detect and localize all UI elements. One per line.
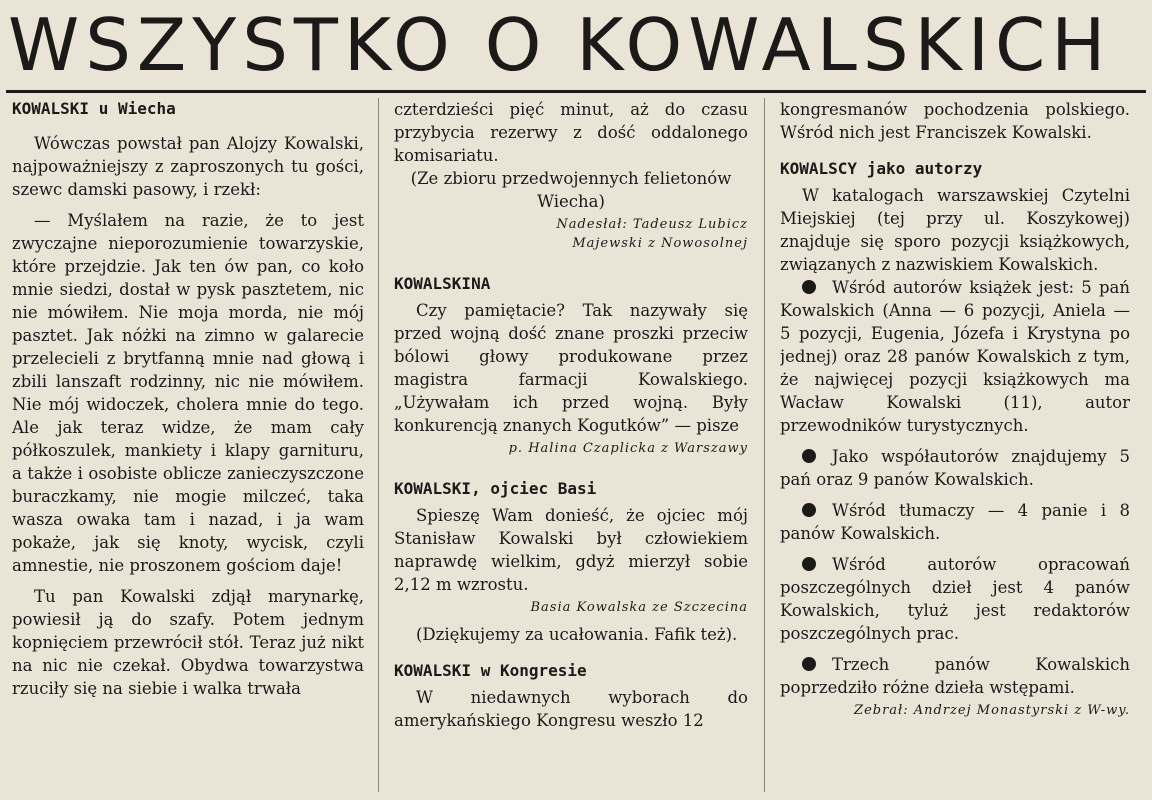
byline-line: Majewski z Nowosolnej [572, 236, 748, 251]
source-note: (Ze zbioru przedwojennych felietonów Wiecha) [410, 169, 732, 211]
paragraph: Czy pamiętacie? Tak nazywały się przed wojną dość znane proszki przeciw bólowi głowy produkowane przez magistra farmacji Kowalskiego. „Używałam ich przed wojną. Były konkurencją znanych Kogutków” — pisze [394, 301, 748, 435]
paragraph: Tu pan Kowalski zdjął marynarkę, powiesił ją do szafy. Potem jednym kopnięciem przewrócił stół. Teraz już nikt na nic nie czekał. Obydwa towarzystwa rzuciły się na siebie i walka trwała [12, 587, 364, 698]
bullet-icon [802, 657, 816, 671]
column-1 [12, 98, 364, 800]
bullet-item: Jako współautorów znajdujemy 5 pań oraz 9 panów Kowalskich. [780, 447, 1130, 489]
column-divider [378, 98, 379, 792]
paragraph: Spieszę Wam donieść, że ojciec mój Stanisław Kowalski był człowiekiem naprawdę wielkim, gdyż mierzył sobie 2,12 m wzrostu. [394, 506, 748, 594]
paragraph: — Myślałem na razie, że to jest zwyczajne nieporozumienie towarzyskie, które przejdzie. Jak ten ów pan, co koło mnie siedzi, dostał w pysk pasztetem, nic nie mówiłem. Nie moja morda, nie mój pasztet. Jak nóżki na zimno w galarecie przelecieli z brytfanną mnie nad głową i zbili lanszaft rodzinny, nic nie mówiłem. Nie mój widoczek, cholera mnie do tego. Ale jak teraz widze, że mam cały półkoszulek, mankiety i klapy garnituru, a także i osobiste oblicze zanieczyszczone buraczkamy, nie mogie milczeć, taka wasza owaka tam i nazad, i ja wam pokaże, jak się knoty, wycisk, czyli amnestie, nie proszonem gościom daje! [12, 211, 364, 575]
masthead-rule [6, 90, 1146, 93]
bullet-icon [802, 557, 816, 571]
bullet-item: Wśród autorów opracowań poszczególnych dzieł jest 4 panów Kowalskich, tyluż jest redaktorów poszczególnych prac. [780, 555, 1130, 643]
bullet-item: Wśród autorów książek jest: 5 pań Kowalskich (Anna — 6 pozycji, Aniela — 5 pozycji, Eugenia, Józefa i Krystyna po jednej) oraz 28 panów Kowalskich z tym, że najwięcej pozycji książkowych ma Wacław Kowalski (11), autor przewodników turystycznych. [780, 278, 1130, 435]
section-heading: KOWALSCY jako autorzy [780, 159, 983, 178]
byline [394, 215, 748, 253]
masthead-title: WSZYSTKO O KOWALSKICH [8, 4, 1112, 86]
section-heading: KOWALSKI w Kongresie [394, 661, 587, 680]
section-heading: KOWALSKI u Wiecha [12, 99, 176, 118]
byline: p. Halina Czaplicka z Warszawy [508, 441, 748, 456]
paragraph: W niedawnych wyborach do amerykańskiego Kongresu weszło 12 [394, 688, 748, 730]
bullet-item: Trzech panów Kowalskich poprzedziło różne dzieła wstępami. [780, 655, 1130, 697]
byline: Basia Kowalska ze Szczecina [530, 600, 748, 615]
paragraph: kongresmanów pochodzenia polskiego. Wśród nich jest Franciszek Kowalski. [780, 100, 1130, 142]
paragraph: czterdzieści pięć minut, aż do czasu przybycia rezerwy z dość oddalonego komisariatu. [394, 100, 748, 165]
bullet-icon [802, 449, 816, 463]
section-heading: KOWALSKINA [394, 274, 491, 293]
paragraph: Wówczas powstał pan Alojzy Kowalski, najpoważniejszy z zaproszonych tu gości, szewc damski pasowy, i rzekł: [12, 134, 364, 199]
bullet-icon [802, 503, 816, 517]
column-divider [764, 98, 765, 792]
bullet-item: Wśród tłumaczy — 4 panie i 8 panów Kowalskich. [780, 501, 1130, 543]
bullet-icon [802, 280, 816, 294]
section-heading: KOWALSKI, ojciec Basi [394, 479, 597, 498]
column-3 [780, 98, 1130, 800]
paragraph: W katalogach warszawskiej Czytelni Miejskiej (tej przy ul. Koszykowej) znajduje się sporo pozycji książkowych, związanych z nazwiskiem Kowalskich. [780, 186, 1130, 274]
byline-line: Nadesłał: Tadeusz Lubicz [556, 217, 748, 232]
column-2 [394, 98, 748, 800]
byline: Zebrał: Andrzej Monastyrski z W-wy. [854, 703, 1130, 718]
paragraph: (Dziękujemy za ucałowania. Fafik też). [416, 625, 738, 644]
